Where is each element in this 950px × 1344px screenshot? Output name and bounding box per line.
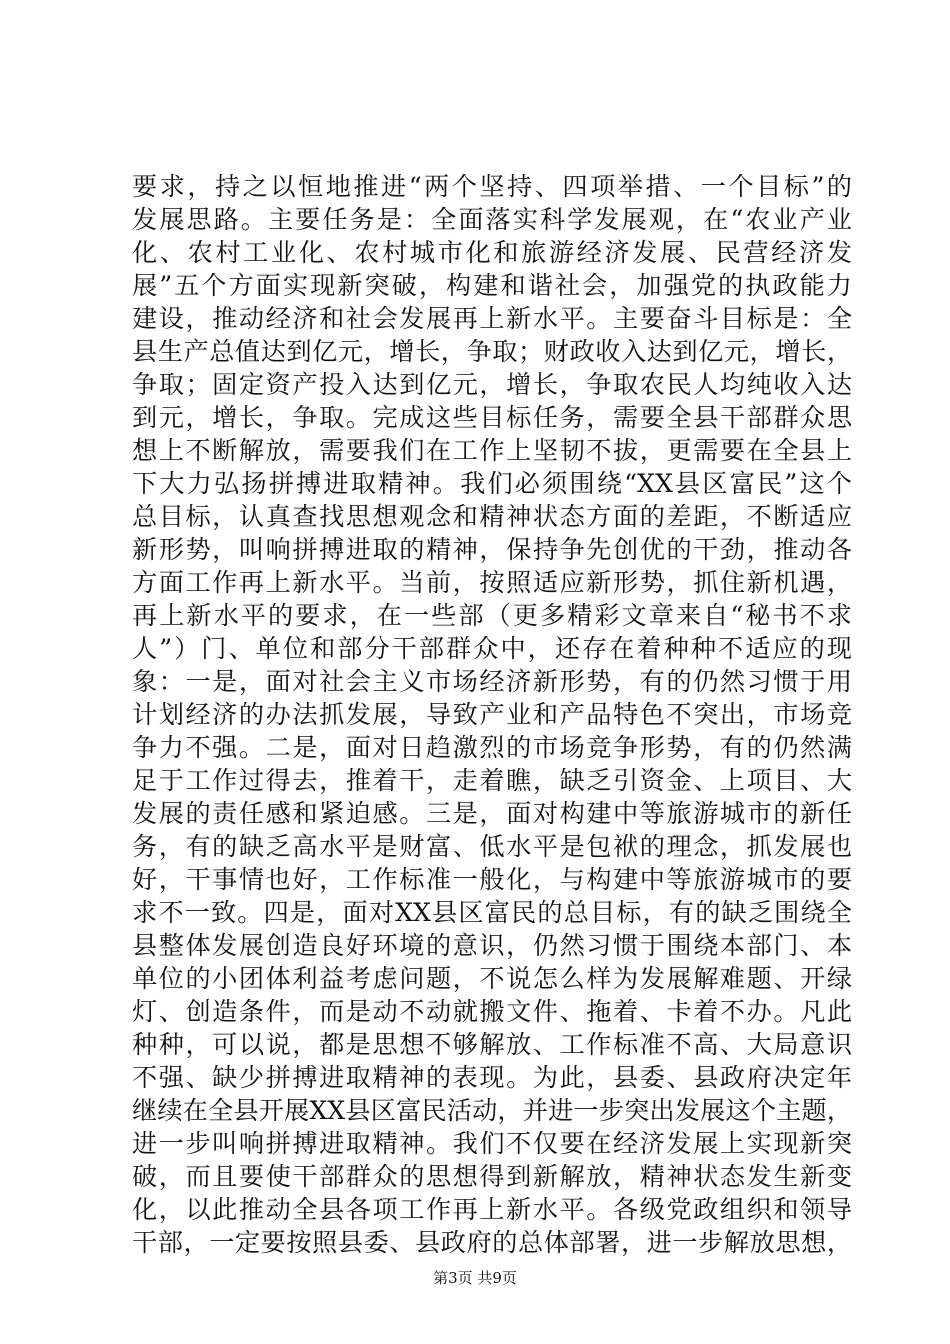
text-line: 发展的责任感和紧迫感。三是，面对构建中等旅游城市的新任 [132, 799, 852, 828]
text-line: 好，干事情也好，工作标准一般化，与构建中等旅游城市的要 [132, 865, 852, 894]
text-line: 新形势，叫响拼搏进取的精神，保持争先创优的干劲，推动各 [132, 535, 852, 564]
text-line: 要求，持之以恒地推进“两个坚持、四项举措、一个目标”的 [132, 172, 852, 201]
text-line: 继续在全县开展XX县区富民活动，并进一步突出发展这个主题， [132, 1096, 852, 1125]
text-line: 化，以此推动全县各项工作再上新水平。各级党政组织和领导 [132, 1195, 852, 1224]
text-line: 到元，增长，争取。完成这些目标任务，需要全县干部群众思 [132, 403, 852, 432]
text-line: 求不一致。四是，面对XX县区富民的总目标，有的缺乏围绕全 [132, 898, 852, 927]
text-line: 下大力弘扬拼搏进取精神。我们必须围绕“XX县区富民”这个 [132, 469, 852, 498]
text-line: 不强、缺少拼搏进取精神的表现。为此，县委、县政府决定年 [132, 1063, 852, 1092]
text-line: 干部，一定要按照县委、县政府的总体部署，进一步解放思想， [132, 1228, 852, 1257]
text-line: 争力不强。二是，面对日趋激烈的市场竞争形势，有的仍然满 [132, 733, 852, 762]
text-line: 单位的小团体利益考虑问题，不说怎么样为发展解难题、开绿 [132, 964, 852, 993]
text-line: 总目标，认真查找思想观念和精神状态方面的差距，不断适应 [132, 502, 852, 531]
text-line: 破，而且要使干部群众的思想得到新解放，精神状态发生新变 [132, 1162, 852, 1191]
page-number-footer: 第3页 共9页 [433, 1269, 517, 1287]
text-line: 争取；固定资产投入达到亿元，增长，争取农民人均纯收入达 [132, 370, 852, 399]
text-line: 化、农村工业化、农村城市化和旅游经济发展、民营经济发 [132, 238, 852, 267]
text-line: 种种，可以说，都是思想不够解放、工作标准不高、大局意识 [132, 1030, 852, 1059]
text-line: 发展思路。主要任务是：全面落实科学发展观，在“农业产业 [132, 205, 852, 234]
text-line: 象：一是，面对社会主义市场经济新形势，有的仍然习惯于用 [132, 667, 852, 696]
text-line: 县生产总值达到亿元，增长，争取；财政收入达到亿元，增长， [132, 337, 852, 366]
text-line: 县整体发展创造良好环境的意识，仍然习惯于围绕本部门、本 [132, 931, 852, 960]
text-line: 灯、创造条件，而是动不动就搬文件、拖着、卡着不办。凡此 [132, 997, 852, 1026]
text-line: 务，有的缺乏高水平是财富、低水平是包袱的理念，抓发展也 [132, 832, 852, 861]
text-line: 足于工作过得去，推着干，走着瞧，缺乏引资金、上项目、大 [132, 766, 852, 795]
text-line: 展”五个方面实现新突破，构建和谐社会，加强党的执政能力 [132, 271, 852, 300]
body-paragraph [132, 170, 852, 1259]
text-line: 想上不断解放，需要我们在工作上坚韧不拔，更需要在全县上 [132, 436, 852, 465]
text-line: 再上新水平的要求，在一些部（更多精彩文章来自“秘书不求 [132, 601, 852, 630]
text-line: 计划经济的办法抓发展，导致产业和产品特色不突出，市场竞 [132, 700, 852, 729]
text-line: 进一步叫响拼搏进取精神。我们不仅要在经济发展上实现新突 [132, 1129, 852, 1158]
text-line: 人”）门、单位和部分干部群众中，还存在着种种不适应的现 [132, 634, 852, 663]
text-line: 建设，推动经济和社会发展再上新水平。主要奋斗目标是：全 [132, 304, 852, 333]
text-line: 方面工作再上新水平。当前，按照适应新形势，抓住新机遇， [132, 568, 852, 597]
